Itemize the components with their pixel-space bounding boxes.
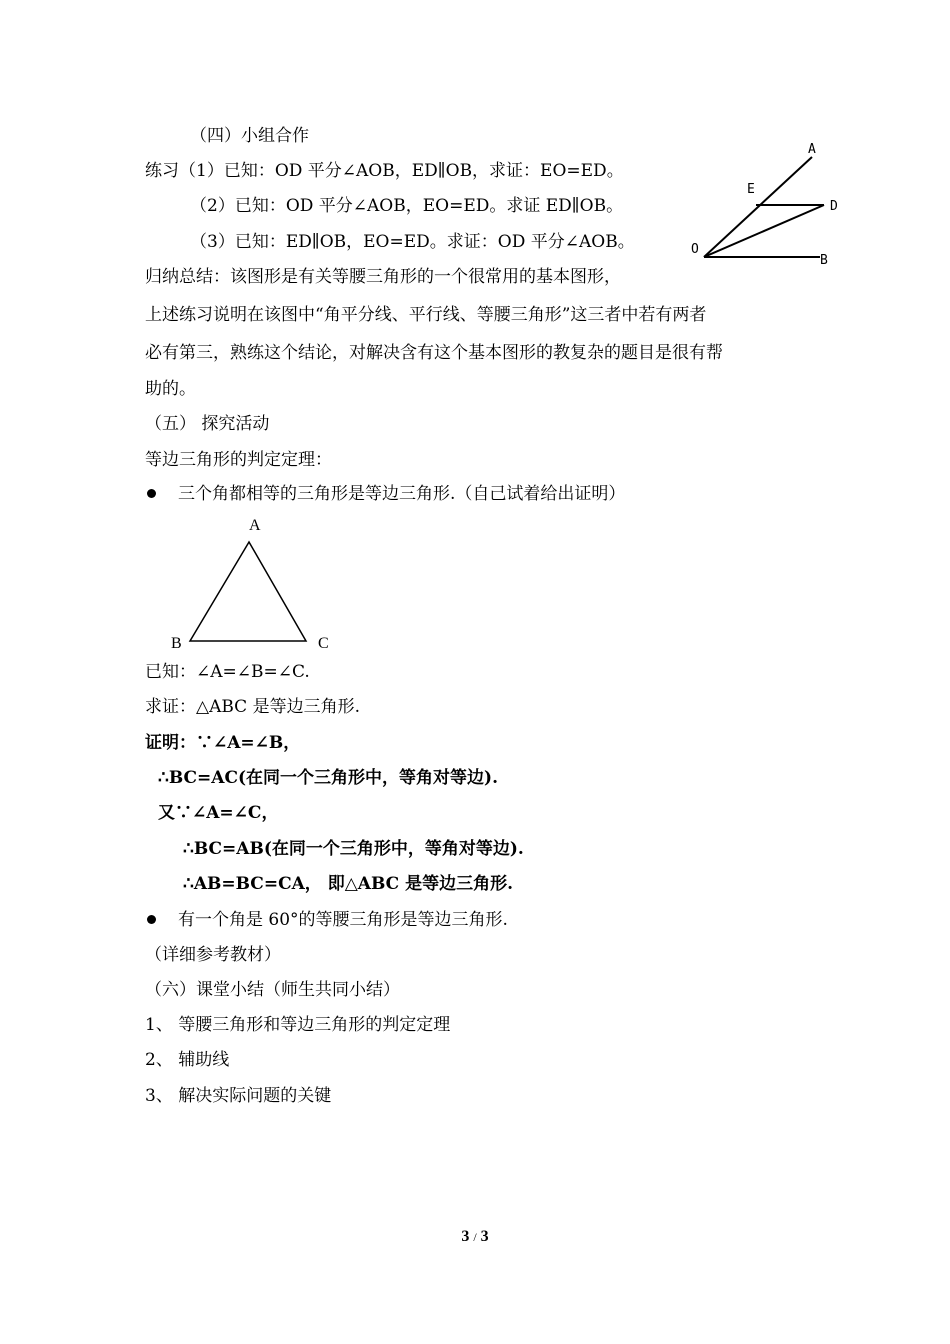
triangle-figure — [165, 512, 340, 657]
exercise-2: （2）已知：OD 平分∠AOB，EO=ED。求证 ED∥OB。 — [190, 196, 624, 216]
summary-line-2: 上述练习说明在该图中“角平分线、平行线、等腰三角形”这三者中若有两者 — [145, 305, 707, 325]
given-text: 已知：∠A=∠B=∠C. — [145, 662, 310, 682]
label-E: E — [747, 182, 755, 197]
bullet-1-text: 三个角都相等的三角形是等边三角形.（自己试着给出证明） — [178, 484, 626, 504]
angle-bisector-figure — [680, 135, 850, 270]
bullet-2-text: 有一个角是 60°的等腰三角形是等边三角形. — [178, 910, 508, 930]
exercise-3: （3）已知：ED∥OB，EO=ED。求证：OD 平分∠AOB。 — [190, 232, 635, 252]
triangle-label-B: B — [171, 635, 182, 652]
segment-OD — [704, 205, 824, 257]
summary-line-4: 助的。 — [145, 379, 196, 399]
label-D: D — [830, 199, 838, 214]
summary-item-1: 1、 等腰三角形和等边三角形的判定定理 — [145, 1015, 451, 1035]
total-pages: 3 — [480, 1228, 489, 1245]
proof-line-5: ∴AB=BC=CA， 即△ABC 是等边三角形. — [183, 874, 514, 894]
label-B: B — [820, 253, 828, 268]
exercise-1: 练习（1）已知：OD 平分∠AOB，ED∥OB，求证：EO=ED。 — [145, 161, 624, 181]
page-separator: / — [473, 1230, 477, 1244]
proof-line-2: ∴BC=AC(在同一个三角形中，等角对等边). — [158, 768, 498, 788]
label-A: A — [808, 142, 816, 157]
theorem-heading: 等边三角形的判定定理： — [145, 450, 332, 470]
ray-OA — [704, 157, 812, 257]
reference-note: （详细参考教材） — [145, 945, 281, 965]
proof-line-1: 证明：∵∠A=∠B， — [145, 733, 301, 753]
section4-title: （四）小组合作 — [190, 126, 309, 146]
bullet-icon — [147, 489, 156, 498]
label-O: O — [691, 242, 699, 257]
section6-title: （六）课堂小结（师生共同小结） — [145, 980, 400, 1000]
summary-item-3: 3、 解决实际问题的关键 — [145, 1086, 332, 1106]
section5-title: （五） 探究活动 — [145, 414, 270, 434]
triangle-label-A: A — [249, 517, 261, 534]
proof-line-3: 又∵∠A=∠C， — [158, 803, 279, 823]
proof-line-4: ∴BC=AB(在同一个三角形中，等角对等边). — [183, 839, 524, 859]
triangle-ABC — [190, 542, 306, 641]
current-page: 3 — [461, 1228, 470, 1245]
summary-line-3: 必有第三，熟练这个结论，对解决含有这个基本图形的教复杂的题目是很有帮 — [145, 343, 723, 363]
triangle-label-C: C — [318, 635, 329, 652]
prove-text: 求证：△ABC 是等边三角形. — [145, 697, 360, 717]
bullet-icon — [147, 915, 156, 924]
summary-line-1: 归纳总结：该图形是有关等腰三角形的一个很常用的基本图形， — [145, 267, 621, 287]
page-number — [0, 1228, 950, 1246]
summary-item-2: 2、 辅助线 — [145, 1050, 230, 1070]
